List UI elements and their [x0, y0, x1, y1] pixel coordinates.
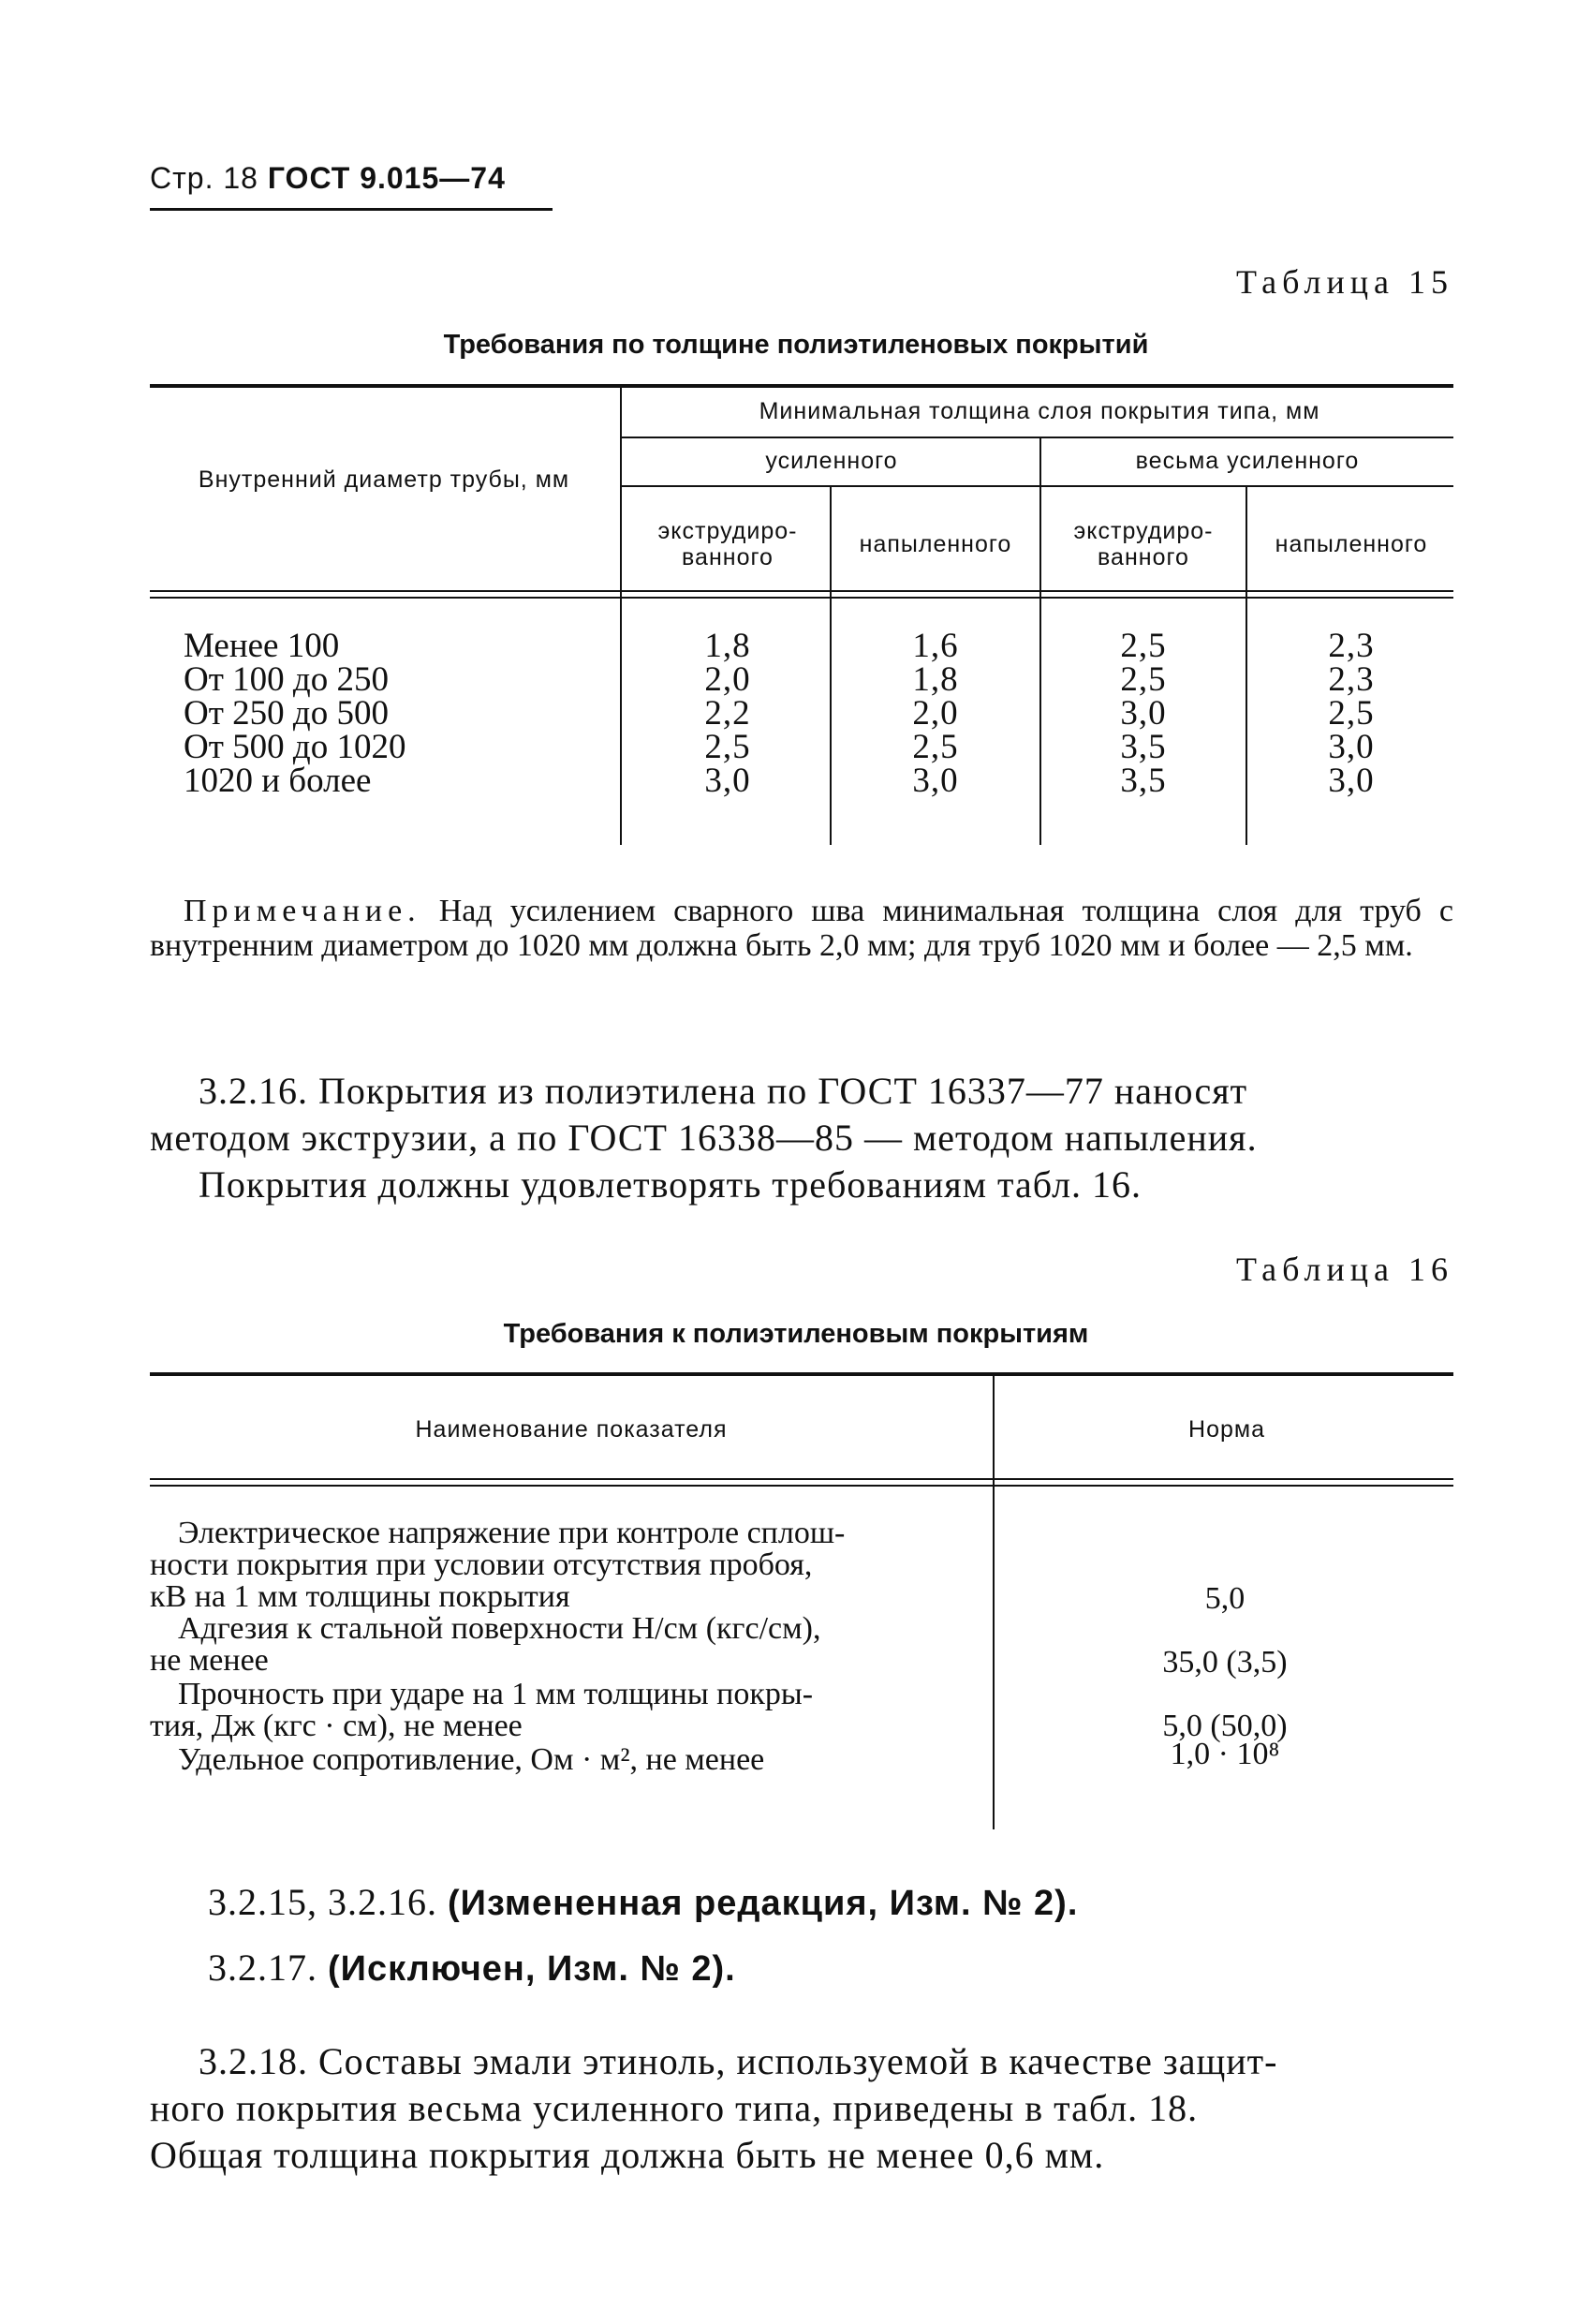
table15-head-rule-1: [150, 590, 1453, 592]
cell-value: 2,5: [1328, 694, 1375, 733]
cell-value: 3,0: [704, 762, 751, 800]
cell-value: 3,5: [1120, 728, 1167, 766]
row-label: не менее: [150, 1643, 269, 1678]
table15-head-rule-2: [150, 597, 1453, 599]
cell-value: 2,5: [1120, 627, 1167, 665]
cell-value: 2,0: [912, 694, 959, 733]
paragraph-line: методом экструзии, а по ГОСТ 16338—85 — методом напыления.: [150, 1117, 1258, 1159]
row-label: Адгезия к стальной поверхности Н/см (кгс/см),: [178, 1611, 821, 1646]
running-header: [150, 161, 506, 196]
row-label: ности покрытия при условии отсутствия пробоя,: [150, 1547, 813, 1582]
table15-note: [150, 894, 1453, 963]
table15-header-extruded-2: экструдиро- ванного: [1073, 518, 1214, 570]
cell-value: 35,0 (3,5): [1162, 1645, 1288, 1680]
cell-value: 2,5: [704, 728, 751, 766]
table16-top-rule: [150, 1372, 1453, 1376]
amendment-text: (Измененная редакция, Изм. № 2).: [448, 1884, 1079, 1923]
table15-vline-4: [1246, 485, 1247, 845]
row-label: 1020 и более: [184, 762, 372, 800]
table16-title: Требования к полиэтиленовым покрытиям: [503, 1319, 1089, 1349]
paragraph-line: Общая толщина покрытия должна быть не менее 0,6 мм.: [150, 2134, 1105, 2176]
header-rule: [150, 208, 553, 211]
cell-value: 2,2: [704, 694, 751, 733]
cell-value: 5,0: [1204, 1581, 1246, 1616]
table15-header-diameter: Внутренний диаметр трубы, мм: [198, 466, 570, 493]
amendment-3-2-15-16: [208, 1879, 1078, 1927]
cell-value: 5,0 (50,0): [1162, 1709, 1288, 1743]
row-label: Прочность при ударе на 1 мм толщины покры-: [178, 1677, 814, 1711]
cell-value: 2,0: [704, 660, 751, 699]
cell-value: 2,5: [1120, 660, 1167, 699]
table15-header-extruded-1: экструдиро- ванного: [657, 518, 798, 570]
table16-head-rule-1: [150, 1478, 1453, 1480]
table16-header-norm: Норма: [1188, 1416, 1265, 1443]
page-number: Стр. 18: [150, 161, 258, 195]
paragraph-line: 3.2.18. Составы эмали этиноль, используемой в качестве защит-: [199, 2040, 1278, 2082]
cell-value: 3,0: [1328, 762, 1375, 800]
table15-header-reinforced: усиленного: [765, 448, 898, 474]
cell-value: 3,0: [1328, 728, 1375, 766]
row-label: Менее 100: [184, 627, 340, 665]
table15-vline-1: [620, 386, 622, 845]
table15-vline-2: [1039, 437, 1041, 845]
table15-header-group: Минимальная толщина слоя покрытия типа, мм: [759, 398, 1320, 424]
table15-title: Требования по толщине полиэтиленовых покрытий: [443, 330, 1149, 360]
paragraph-line: 3.2.16. Покрытия из полиэтилена по ГОСТ 16337—77 наносят: [199, 1070, 1248, 1112]
table15-label: Таблица 15: [1236, 263, 1453, 301]
cell-value: 3,0: [912, 762, 959, 800]
table16-label: Таблица 16: [1236, 1251, 1453, 1288]
table15-top-rule: [150, 384, 1453, 388]
cell-value: 1,0 · 10⁸: [1170, 1737, 1280, 1771]
table15-sub-rule: [620, 485, 1453, 487]
row-label: Электрическое напряжение при контроле сплош-: [178, 1516, 846, 1550]
table15-group-rule: [620, 437, 1453, 438]
amendment-text: (Исключен, Изм. № 2).: [328, 1949, 736, 1989]
table16-header-name: Наименование показателя: [415, 1416, 728, 1443]
table16-vline: [993, 1374, 995, 1829]
row-label: кВ на 1 мм толщины покрытия: [150, 1579, 570, 1614]
cell-value: 1,6: [912, 627, 959, 665]
cell-value: 1,8: [912, 660, 959, 699]
cell-value: 3,5: [1120, 762, 1167, 800]
amendment-3-2-17: [208, 1945, 736, 1992]
cell-value: 1,8: [704, 627, 751, 665]
cell-value: 3,0: [1120, 694, 1167, 733]
row-label: От 250 до 500: [184, 694, 389, 733]
paragraph-line: Покрытия должны удовлетворять требованиям табл. 16.: [199, 1163, 1142, 1206]
note-label: Примечание.: [184, 894, 421, 928]
clause-number: 3.2.15, 3.2.16.: [208, 1881, 437, 1923]
row-label: От 100 до 250: [184, 660, 389, 699]
cell-value: 2,3: [1328, 660, 1375, 699]
paragraph-line: ного покрытия весьма усиленного типа, приведены в табл. 18.: [150, 2087, 1199, 2129]
table16-head-rule-2: [150, 1485, 1453, 1487]
table15-header-sprayed-2: напыленного: [1275, 531, 1428, 557]
row-label: тия, Дж (кгс · см), не менее: [150, 1709, 523, 1743]
row-label: Удельное сопротивление, Ом · м², не менее: [178, 1742, 765, 1777]
table15-vline-3: [830, 485, 832, 845]
row-label: От 500 до 1020: [184, 728, 406, 766]
standard-code: ГОСТ 9.015—74: [267, 161, 506, 195]
clause-number: 3.2.17.: [208, 1947, 317, 1989]
note-text: Над усилением сварного шва минимальная толщина слоя для труб с внутренним диаметром до 1020 мм должна быть 2,0 мм; для труб 1020 мм и более — 2,5 мм.: [150, 894, 1453, 963]
cell-value: 2,3: [1328, 627, 1375, 665]
cell-value: 2,5: [912, 728, 959, 766]
table15-header-very-reinforced: весьма усиленного: [1135, 448, 1360, 474]
table15-header-sprayed-1: напыленного: [859, 531, 1012, 557]
